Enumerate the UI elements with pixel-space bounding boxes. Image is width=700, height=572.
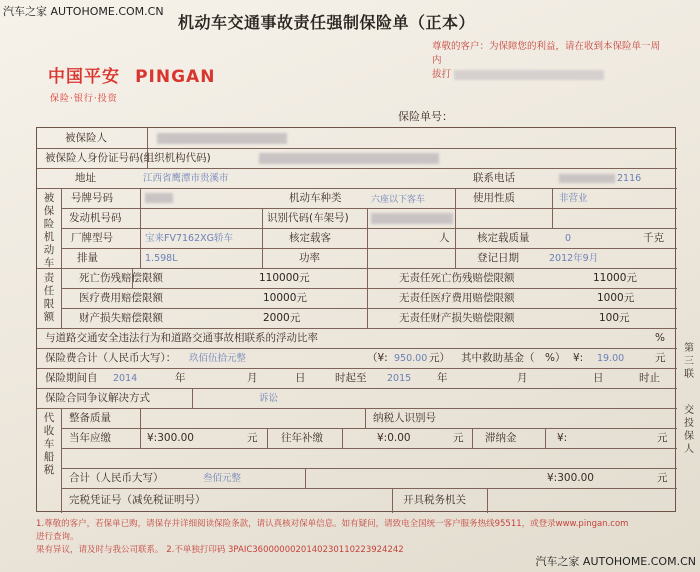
displacement-label: 排量: [77, 252, 98, 264]
float-rate-unit: %: [655, 332, 665, 344]
dispute-value: 诉讼: [259, 393, 279, 404]
vehicle-section-label: 被保险机动车: [43, 192, 55, 269]
notice-redacted: [454, 70, 604, 80]
footer-line-2: 果有异议，请及时与我公司联系。 2.不单独打印码 3PAIC3600000020140230110223924242: [36, 545, 404, 555]
tax-voucher-label: 完税凭证号（减免税证明号）: [69, 494, 206, 506]
period-start-year: 2014: [113, 373, 138, 384]
vin-redacted: [371, 213, 453, 224]
period-end-month-unit: 月: [517, 372, 528, 384]
brand-label: 厂牌型号: [71, 232, 113, 244]
period-end-day-unit: 日: [593, 372, 604, 384]
reg-date-value: 2012年9月: [549, 253, 599, 264]
address-value: 江西省鹰潭市贵溪市: [143, 173, 229, 184]
dispute-label: 保险合同争议解决方式: [45, 392, 150, 404]
taxpayer-id-label: 纳税人识别号: [373, 412, 436, 424]
insured-label: 被保险人: [65, 132, 107, 144]
phone-label: 联系电话: [473, 172, 515, 184]
period-start-month-unit: 月: [247, 372, 258, 384]
limit-death-label: 死亡伤残赔偿限额: [79, 272, 163, 284]
vin-label: 识别代码(车架号): [267, 212, 349, 224]
logo-cn-text: 中国平安: [48, 67, 120, 87]
footer-notes: [36, 518, 636, 557]
mass-label: 核定载质量: [477, 232, 530, 244]
late-fee-value: ¥:: [557, 432, 568, 444]
insured-id-label: 被保险人身份证号码(组织机构代码): [45, 152, 211, 164]
period-end-year: 2015: [387, 373, 412, 384]
fund-amount: 19.00: [597, 353, 625, 364]
policy-number-label: 保险单号：: [398, 110, 453, 123]
mass-unit: 千克: [643, 232, 664, 244]
watermark-top-left: 汽车之家 AUTOHOME.COM.CN: [3, 5, 164, 18]
seats-label: 核定载客: [289, 232, 331, 244]
premium-label: 保险费合计（人民币大写）：: [45, 352, 177, 364]
phone-redacted: [559, 174, 615, 183]
past-tax-label: 往年补缴: [281, 432, 323, 444]
copy-side-label: 第三联: [684, 343, 694, 380]
customer-notice: [432, 40, 664, 82]
brand-value: 宝来FV7162XG轿车: [145, 233, 234, 244]
mass-value: 0: [565, 233, 572, 244]
vehicle-type-label: 机动车种类: [289, 192, 342, 204]
premium-value: 玖佰伍拾元整: [189, 353, 247, 364]
pingan-logo: [48, 62, 215, 104]
nf-medical-label: 无责任医疗费用赔偿限额: [399, 292, 515, 304]
tax-total-amount: ¥:300.00: [547, 472, 594, 484]
current-year-tax-label: 当年应缴: [69, 432, 111, 444]
fund-label: 其中救助基金（: [461, 352, 535, 364]
tax-total-unit: 元: [657, 472, 668, 484]
tax-section-label: 代收车船税: [43, 412, 55, 476]
insured-name-redacted: [157, 133, 287, 144]
float-rate-label: 与道路交通安全违法行为和道路交通事故相联系的浮动比率: [45, 332, 318, 344]
address-label: 地址: [75, 172, 96, 184]
footer-line-1: 1.尊敬的客户，若保单已购，请保存并详细阅读保险条款，请认真核对保单信息。如有疑问，请致电全国统一客户服务热线95511，或登录www.pingan.com进行查询。: [36, 519, 629, 542]
current-year-tax-unit: 元: [247, 432, 258, 444]
nf-property-value: 100元: [599, 312, 630, 324]
reg-date-label: 登记日期: [477, 252, 519, 264]
holder-side-label: 交投保人: [684, 405, 694, 455]
late-fee-label: 滞纳金: [485, 432, 517, 444]
notice-line-2-prefix: 拔打: [432, 69, 452, 80]
nf-medical-value: 1000元: [597, 292, 635, 304]
displacement-value: 1.598L: [145, 253, 178, 264]
nf-death-label: 无责任死亡伤残赔偿限额: [399, 272, 515, 284]
premium-amount-prefix: （¥:: [367, 352, 388, 364]
limits-section-label: 责任限额: [43, 272, 55, 323]
watermark-bottom-right: 汽车之家 AUTOHOME.COM.CN: [535, 555, 696, 568]
engine-label: 发动机号码: [69, 212, 122, 224]
policy-form-table: [36, 127, 676, 512]
tax-total-label: 合计（人民币大写）: [69, 472, 164, 484]
limit-death-value: 110000元: [259, 272, 310, 284]
limit-property-value: 2000元: [263, 312, 301, 324]
power-label: 功率: [299, 252, 320, 264]
limit-medical-value: 10000元: [263, 292, 307, 304]
past-tax-value: ¥:0.00: [377, 432, 411, 444]
premium-amount-suffix: 元）: [429, 352, 450, 364]
period-label: 保险期间自: [45, 372, 98, 384]
plate-label: 号牌号码: [71, 192, 113, 204]
premium-amount: 950.00: [394, 353, 428, 364]
past-tax-unit: 元: [453, 432, 464, 444]
period-end-year-unit: 年: [437, 372, 448, 384]
limit-medical-label: 医疗费用赔偿限额: [79, 292, 163, 304]
current-year-tax-value: ¥:300.00: [147, 432, 194, 444]
plate-redacted: [145, 193, 173, 203]
fund-prefix: ¥:: [573, 352, 584, 364]
late-fee-unit: 元: [657, 432, 668, 444]
logo-tagline: 保险·银行·投资: [50, 94, 118, 104]
period-end-hour: 时止: [639, 372, 660, 384]
document-title: 机动车交通事故责任强制保险单（正本）: [178, 13, 476, 32]
period-start-year-unit: 年: [175, 372, 186, 384]
vehicle-type-value: 六座以下客车: [371, 195, 426, 205]
usage-label: 使用性质: [473, 192, 515, 204]
seats-unit: 人: [439, 232, 450, 244]
notice-line-1: 尊敬的客户：为保障您的利益，请在收到本保险单一周内: [432, 41, 661, 66]
curb-weight-label: 整备质量: [69, 412, 111, 424]
fund-suffix: 元: [655, 352, 666, 364]
tax-total-value: 叁佰元整: [203, 473, 242, 484]
nf-property-label: 无责任财产损失赔偿限额: [399, 312, 515, 324]
period-start-hour: 时起至: [335, 372, 367, 384]
logo-en-text: PINGAN: [135, 67, 216, 87]
phone-tail: 2116: [617, 173, 642, 184]
insured-id-redacted: [259, 153, 439, 164]
usage-value: 非营业: [559, 193, 588, 204]
nf-death-value: 11000元: [593, 272, 637, 284]
limit-property-label: 财产损失赔偿限额: [79, 312, 163, 324]
tax-office-label: 开具税务机关: [403, 494, 466, 506]
period-start-day-unit: 日: [295, 372, 306, 384]
fund-pct: %）: [545, 352, 566, 364]
